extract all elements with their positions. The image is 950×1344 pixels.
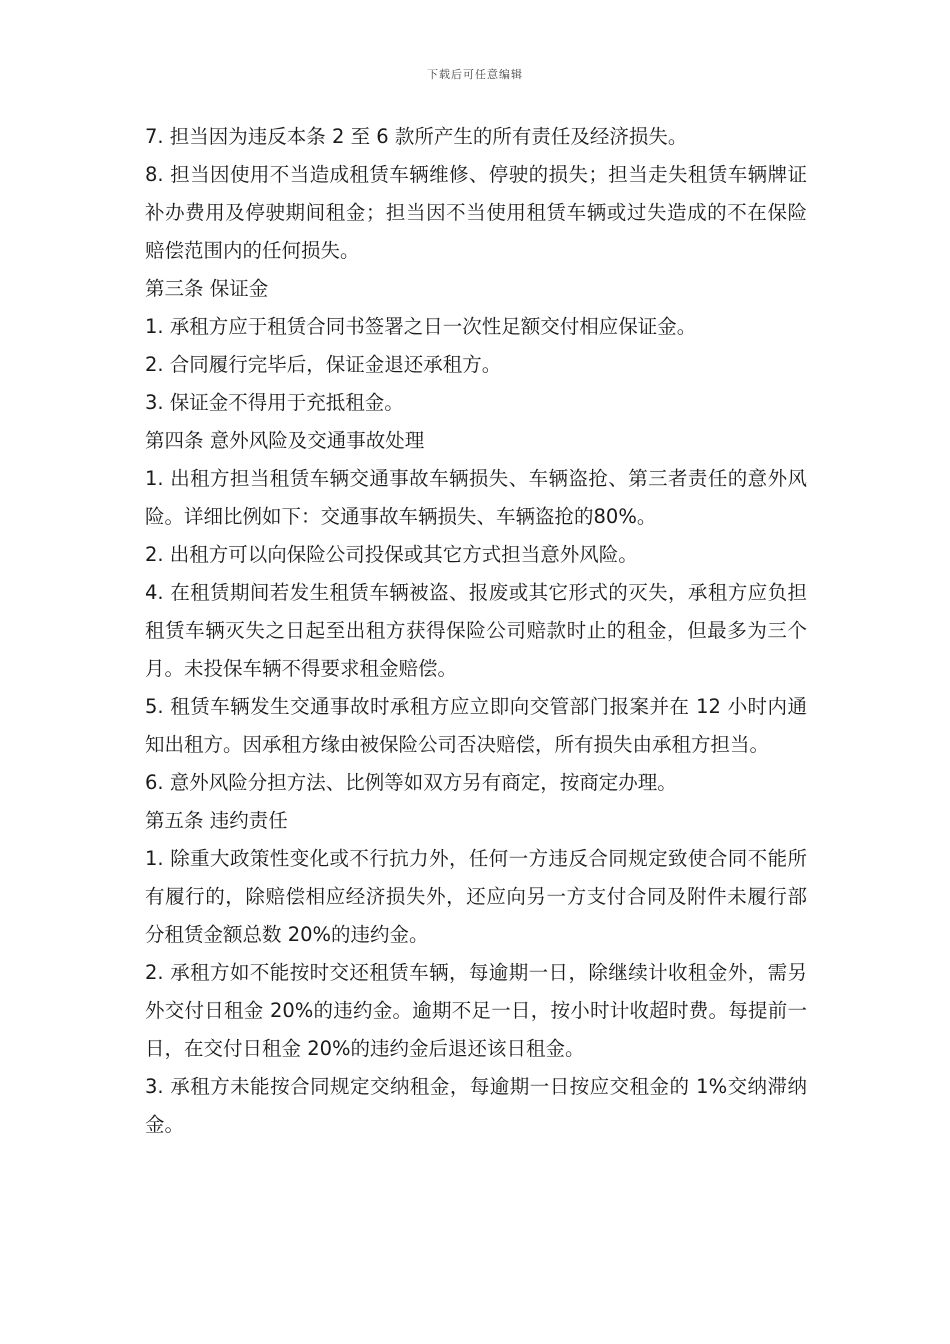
clause-paragraph: 2. 出租方可以向保险公司投保或其它方式担当意外风险。 [145,543,638,566]
clause-paragraph: 2. 承租方如不能按时交还租赁车辆，每逾期一日，除继续计收租金外，需另外交付日租金 20%的违约金。逾期不足一日，按小时计收超时费。每提前一日，在交付日租金 20%的违约金后退还该日租金。 [145,961,807,1060]
page-header: 下载后可任意编辑 [427,68,523,81]
section-heading: 第五条 违约责任 [145,809,288,832]
clause-paragraph: 6. 意外风险分担方法、比例等如双方另有商定，按商定办理。 [145,771,677,794]
clause-paragraph: 2. 合同履行完毕后，保证金退还承租方。 [145,353,502,376]
clause-paragraph: 4. 在租赁期间若发生租赁车辆被盗、报废或其它形式的灭失，承租方应负担租赁车辆灭失之日起至出租方获得保险公司赔款时止的租金，但最多为三个月。未投保车辆不得要求租金赔偿。 [145,581,807,680]
section-heading: 第四条 意外风险及交通事故处理 [145,429,425,452]
clause-paragraph: 5. 租赁车辆发生交通事故时承租方应立即向交管部门报案并在 12 小时内通知出租方。因承租方缘由被保险公司否决赔偿，所有损失由承租方担当。 [145,695,807,756]
clause-paragraph: 3. 保证金不得用于充抵租金。 [145,391,404,414]
clause-paragraph: 1. 出租方担当租赁车辆交通事故车辆损失、车辆盗抢、第三者责任的意外风险。详细比例如下：交通事故车辆损失、车辆盗抢的80%。 [145,467,807,528]
clause-paragraph: 3. 承租方未能按合同规定交纳租金，每逾期一日按应交租金的 1%交纳滞纳金。 [145,1075,807,1136]
clause-paragraph: 1. 除重大政策性变化或不行抗力外，任何一方违反合同规定致使合同不能所有履行的，除赔偿相应经济损失外，还应向另一方支付合同及附件未履行部分租赁金额总数 20%的违约金。 [145,847,807,946]
clause-paragraph: 1. 承租方应于租赁合同书签署之日一次性足额交付相应保证金。 [145,315,697,338]
clause-paragraph: 7. 担当因为违反本条 2 至 6 款所产生的所有责任及经济损失。 [145,125,688,148]
section-heading: 第三条 保证金 [145,277,269,300]
clause-paragraph: 8. 担当因使用不当造成租赁车辆维修、停驶的损失；担当走失租赁车辆牌证补办费用及停驶期间租金；担当因不当使用租赁车辆或过失造成的不在保险赔偿范围内的任何损失。 [145,163,807,262]
document-body [145,118,807,1144]
